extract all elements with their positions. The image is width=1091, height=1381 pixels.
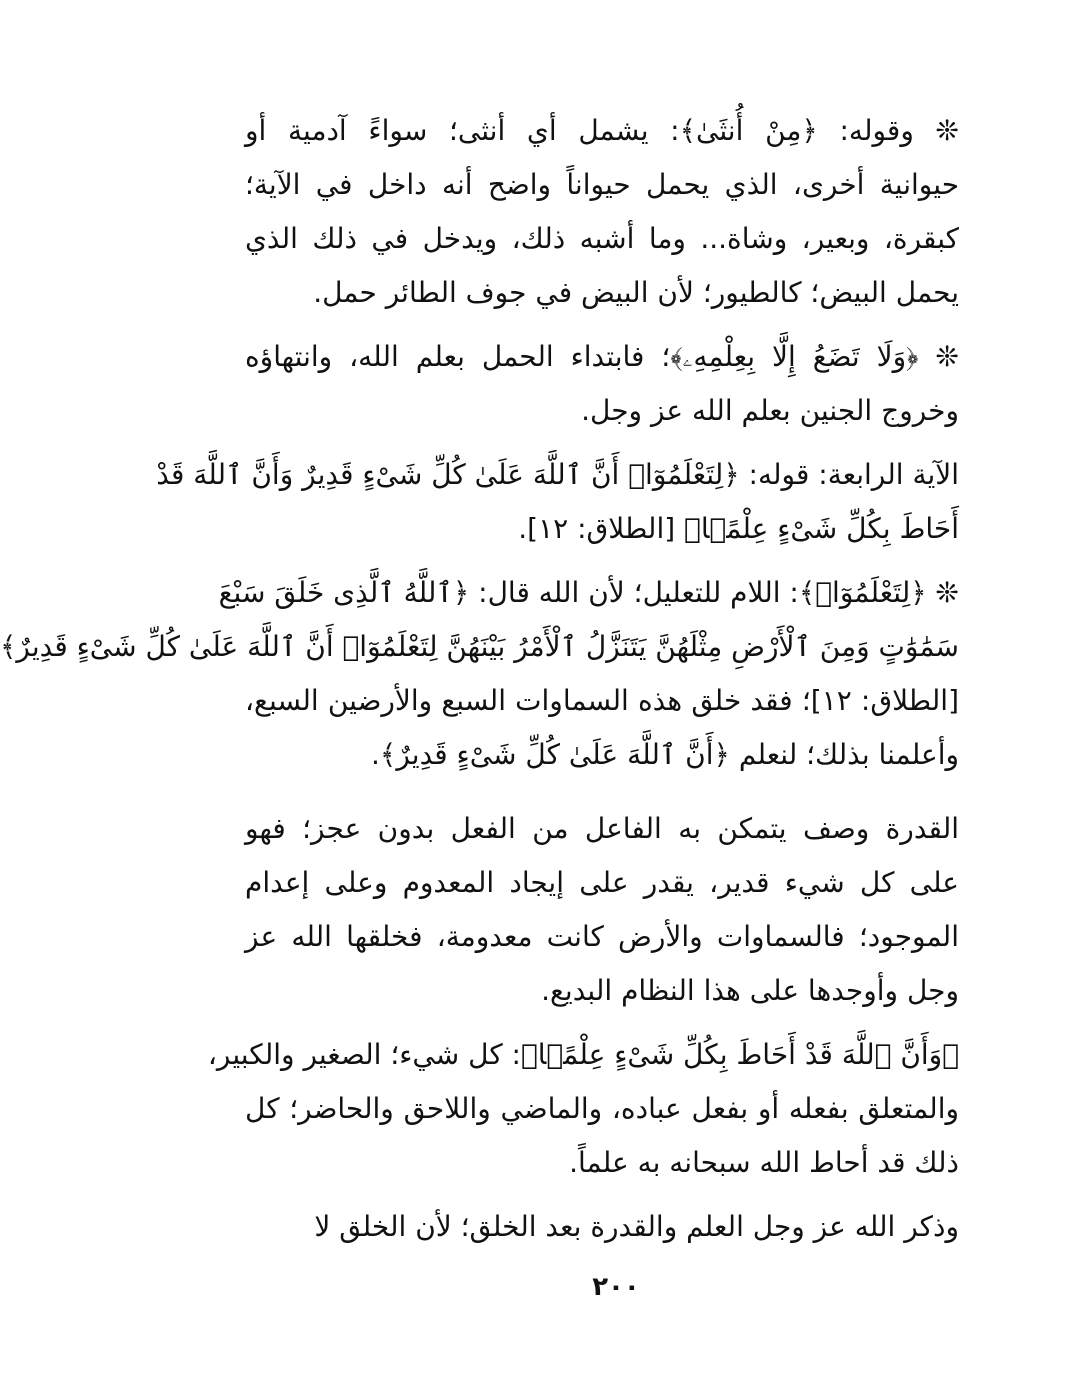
text-line: سَمَٰوَٰتٍ وَمِنَ ٱلْأَرْضِ مِثْلَهُنَّ يَتَنَزَّلُ ٱلْأَمْرُ بَيْنَهُنَّ لِتَعْلَمُوٓا۟ أَنَّ ٱللَّهَ عَلَىٰ كُلِّ شَىْءٍ قَدِيرٌ﴾ <box>0 630 959 663</box>
text-line: ❊ وقوله: ﴿مِنْ أُنثَىٰ﴾: يشمل أي أنثى؛ سواءً آدمية أو <box>245 114 959 147</box>
text-line: على كل شيء قدير، يقدر على إيجاد المعدوم وعلى إعدام <box>245 866 959 899</box>
page-body <box>0 104 959 1254</box>
text-line: ﴿وَأَنَّ ٱللَّهَ قَدْ أَحَاطَ بِكُلِّ شَىْءٍ عِلْمًۢا﴾: كل شيء؛ الصغير والكبير، <box>207 1038 959 1071</box>
page-number: ٢٠٠ <box>592 1272 640 1302</box>
text-line: وخروج الجنين بعلم الله عز وجل. <box>581 394 959 427</box>
paragraph-qudra <box>245 802 959 1018</box>
text-line: يحمل البيض؛ كالطيور؛ لأن البيض في جوف الطائر حمل. <box>313 276 959 309</box>
text-line: ❊ ﴿لِتَعْلَمُوٓا۟﴾: اللام للتعليل؛ لأن الله قال: ﴿ٱللَّهُ ٱلَّذِى خَلَقَ سَبْعَ <box>218 576 959 609</box>
paragraph-ahata <box>207 1028 959 1190</box>
text-line: ❊ ﴿وَلَا تَضَعُ إِلَّا بِعِلْمِهِۦ﴾؛ فابتداء الحمل بعلم الله، وانتهاؤه <box>245 340 959 373</box>
paragraph-wala-tada <box>245 330 959 438</box>
text-line: كبقرة، وبعير، وشاة... وما أشبه ذلك، ويدخل في ذلك الذي <box>245 222 959 255</box>
text-line: أَحَاطَ بِكُلِّ شَىْءٍ عِلْمًۢا﴾ [الطلاق: ١٢]. <box>518 512 959 545</box>
text-line: وجل وأوجدها على هذا النظام البديع. <box>541 974 959 1007</box>
text-line: حيوانية أخرى، الذي يحمل حيواناً واضح أنه داخل في الآية؛ <box>245 168 959 201</box>
paragraph-min-untha <box>245 104 959 320</box>
paragraph-li-taalamu <box>0 566 959 782</box>
text-line: القدرة وصف يتمكن به الفاعل من الفعل بدون عجز؛ فهو <box>245 812 959 845</box>
text-line: وأعلمنا بذلك؛ لنعلم ﴿أَنَّ ٱللَّهَ عَلَىٰ كُلِّ شَىْءٍ قَدِيرٌ﴾. <box>371 738 959 771</box>
text-line: الموجود؛ فالسماوات والأرض كانت معدومة، فخلقها الله عز <box>245 920 959 953</box>
paragraph-closing <box>245 1200 959 1254</box>
paragraph-fourth-verse <box>156 448 959 556</box>
text-line: ذلك قد أحاط الله سبحانه به علماً. <box>569 1146 959 1179</box>
text-line: [الطلاق: ١٢]؛ فقد خلق هذه السماوات السبع والأرضين السبع، <box>245 684 959 717</box>
text-line: والمتعلق بفعله أو بفعل عباده، والماضي واللاحق والحاضر؛ كل <box>245 1092 959 1125</box>
text-line: الآية الرابعة: قوله: ﴿لِتَعْلَمُوٓا۟ أَنَّ ٱللَّهَ عَلَىٰ كُلِّ شَىْءٍ قَدِيرٌ وَأَنَّ ٱللَّهَ قَدْ <box>156 458 959 491</box>
text-line: وذكر الله عز وجل العلم والقدرة بعد الخلق؛ لأن الخلق لا <box>314 1210 959 1243</box>
